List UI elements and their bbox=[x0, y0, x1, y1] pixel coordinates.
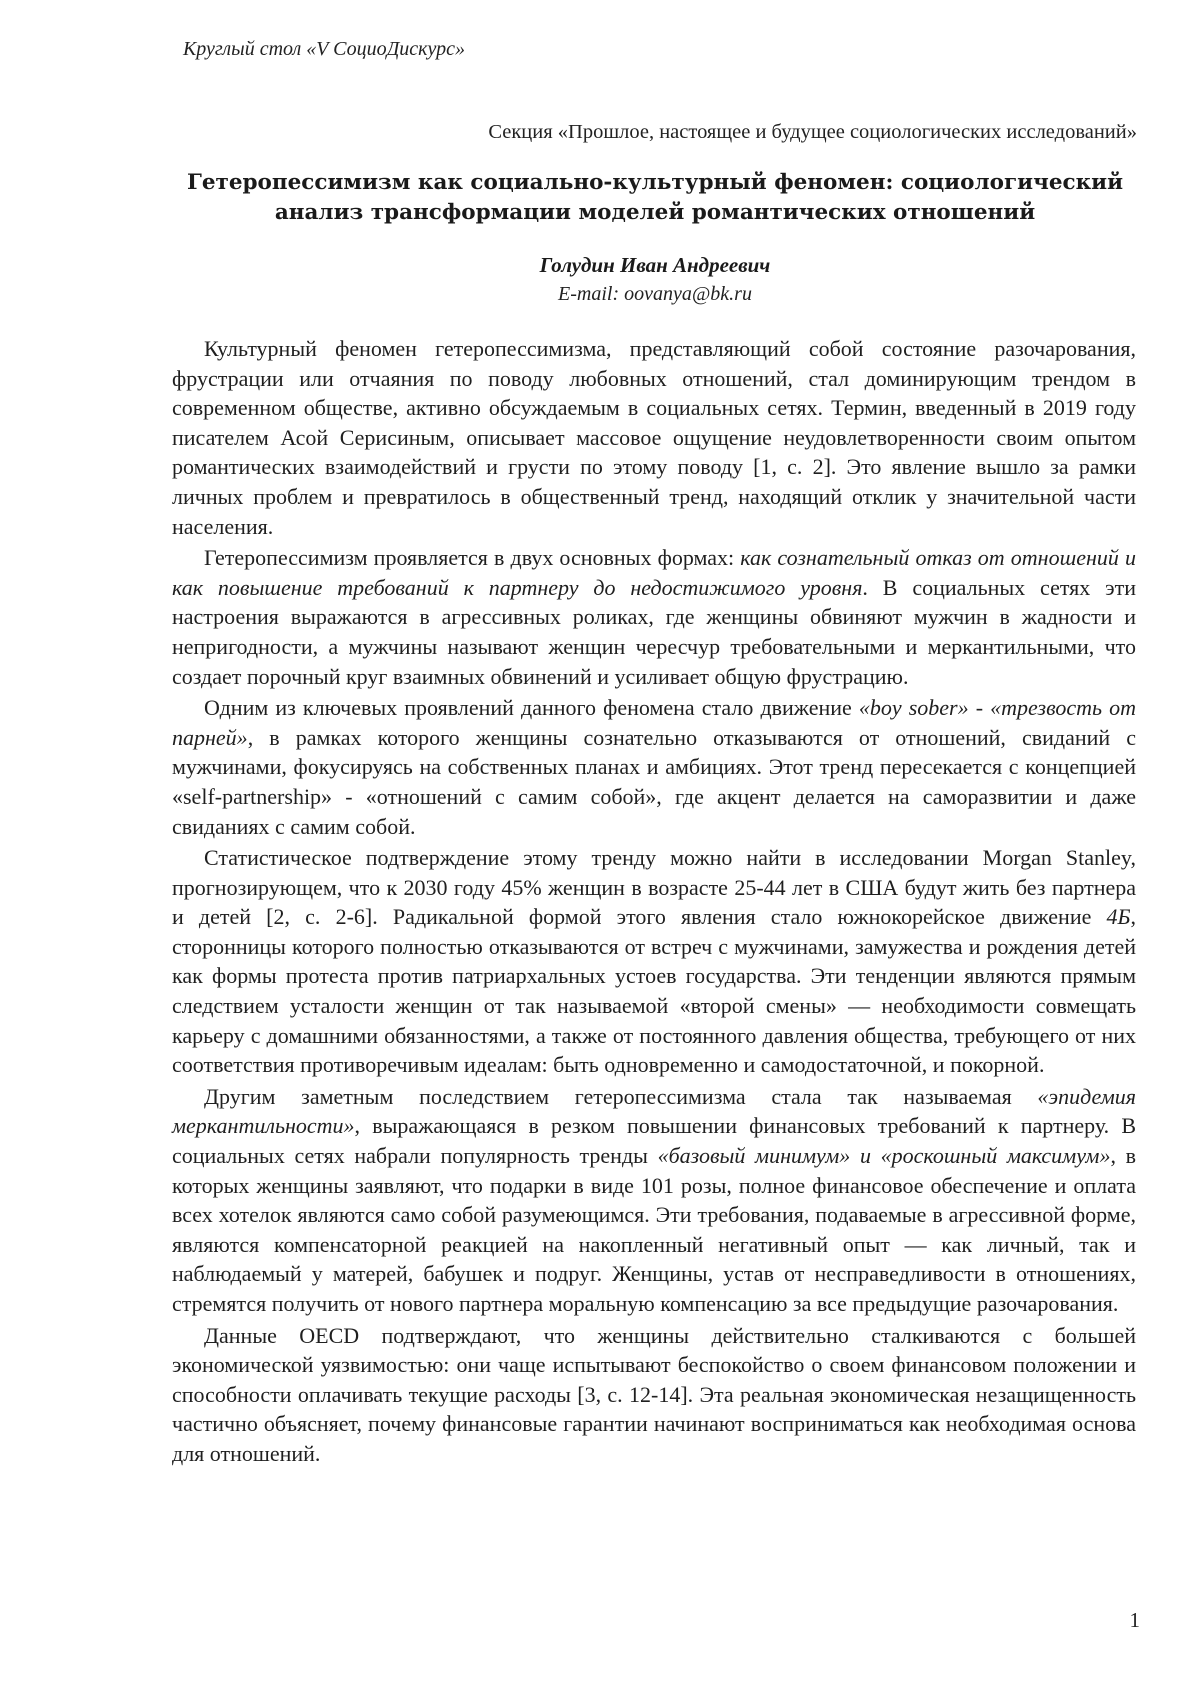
paragraph-5-text-b: , выражающаяся в резком повышении финансовых требований к партнеру. В социальных сетях набрали популярность тренды bbox=[172, 1113, 1136, 1169]
paragraph-5-emphasis-2: «базовый минимум» и «роскошный максимум» bbox=[657, 1143, 1111, 1169]
section-heading: Секция «Прошлое, настоящее и будущее социологических исследований» bbox=[488, 121, 1137, 143]
paragraph-6-text: Данные OECD подтверждают, что женщины действительно сталкиваются с большей экономической уязвимостью: они чаще испытывают беспокойство о своем финансовом положении и способности оплачивать текущие расходы [3, с. 12-14]. Эта реальная экономическая незащищенность частично объясняет, почему финансовые гарантии начинают восприниматься как необходимая основа для отношений. bbox=[172, 1322, 1136, 1466]
paragraph-2-emphasis: как сознательный отказ от отношений и как повышение требований к партнеру до недостижимого уровня bbox=[172, 545, 1136, 600]
author-email: E-mail: oovanya@bk.ru bbox=[558, 283, 752, 305]
page-number: 1 bbox=[1129, 1608, 1140, 1632]
paragraph-5-text-c: , в которых женщины заявляют, что подарки в виде 101 розы, полное финансовое обеспечение и оплата всех хотелок являются само собой разумеющимся. Эти требования, подаваемые в агрессивной форме, являются компенсаторной реакцией на накопленный негативный опыт — как личный, так и наблюдаемый у матерей, бабушек и подруг. Женщины, устав от несправедливости в отношениях, стремятся получить от нового партнера моральную компенсацию за все предыдущие разочарования. bbox=[172, 1143, 1136, 1316]
paragraph-4 bbox=[172, 843, 1136, 1080]
paragraph-4-text-b: , сторонницы которого полностью отказываются от встреч с мужчинами, замужества и рождения детей как формы протеста против патриархальных устоев государства. Эти тенденции являются прямым следствием усталости женщин от так называемой «второй смены» — необходимости совмещать карьеру с домашними обязанностями, а также от постоянного давления общества, требующего от них соответствия противоречивым идеалам: быть одновременно и самодостаточной, и покорной. bbox=[172, 904, 1136, 1078]
paragraph-3 bbox=[172, 693, 1136, 841]
paragraph-6 bbox=[172, 1321, 1136, 1469]
paragraph-1 bbox=[172, 334, 1136, 541]
paragraph-2-text-b: . В социальных сетях эти настроения выражаются в агрессивных роликах, где женщины обвиняют мужчин в жадности и непригодности, а мужчины называют женщин чересчур требовательными и меркантильными, что создает порочный круг взаимных обвинений и усиливает общую фрустрацию. bbox=[172, 574, 1136, 689]
paragraph-5 bbox=[172, 1082, 1136, 1319]
paragraph-3-emphasis: «boy sober» - «трезвость от парней» bbox=[172, 695, 1136, 750]
paragraph-5-emphasis-1: «эпидемия меркантильности» bbox=[172, 1083, 1136, 1139]
article-title-line-2: анализ трансформации моделей романтических отношений bbox=[274, 200, 1036, 225]
paragraph-1-text: Культурный феномен гетеропессимизма, представляющий собой состояние разочарования, фрустрации или отчаяния по поводу любовных отношений, стал доминирующим трендом в современном обществе, активно обсуждаемым в социальных сетях. Термин, введенный в 2019 году писателем Асой Серисиным, описывает массовое ощущение неудовлетворенности своим опытом романтических взаимодействий и грусти по этому поводу [1, с. 2]. Это явление вышло за рамки личных проблем и превратилось в общественный тренд, находящий отклик у значительной части населения. bbox=[172, 336, 1136, 539]
article-title-line-1: Гетеропессимизм как социально-культурный феномен: социологический bbox=[186, 170, 1124, 195]
paragraph-4-text-a: Статистическое подтверждение этому тренду можно найти в исследовании Morgan Stanley, прогнозирующем, что к 2030 году 45% женщин в возрасте 25-44 лет в США будут жить без партнера и детей [2, с. 2-6]. Радикальной формой этого явления стало южнокорейское движение bbox=[172, 845, 1136, 930]
article-title bbox=[170, 168, 1140, 228]
paragraph-3-text-b: , в рамках которого женщины сознательно отказываются от отношений, свиданий с мужчинами, фокусируясь на собственных планах и амбициях. Этот тренд пересекается с концепцией «self-partnership» - «отношений с самим собой», где акцент делается на саморазвитии и даже свиданиях с самим собой. bbox=[172, 724, 1136, 839]
running-header: Круглый стол «V СоциоДискурс» bbox=[183, 38, 466, 60]
paragraph-2 bbox=[172, 543, 1136, 691]
paragraph-5-text-a: Другим заметным последствием гетеропессимизма стала так называемая bbox=[204, 1083, 1038, 1109]
paragraph-4-emphasis: 4Б bbox=[1106, 904, 1131, 930]
paragraph-2-text-a: Гетеропессимизм проявляется в двух основных формах: bbox=[204, 545, 741, 571]
article-body bbox=[172, 334, 1136, 1471]
paragraph-3-text-a: Одним из ключевых проявлений данного феномена стало движение bbox=[204, 695, 859, 721]
author-name: Голудин Иван Андреевич bbox=[539, 253, 771, 277]
